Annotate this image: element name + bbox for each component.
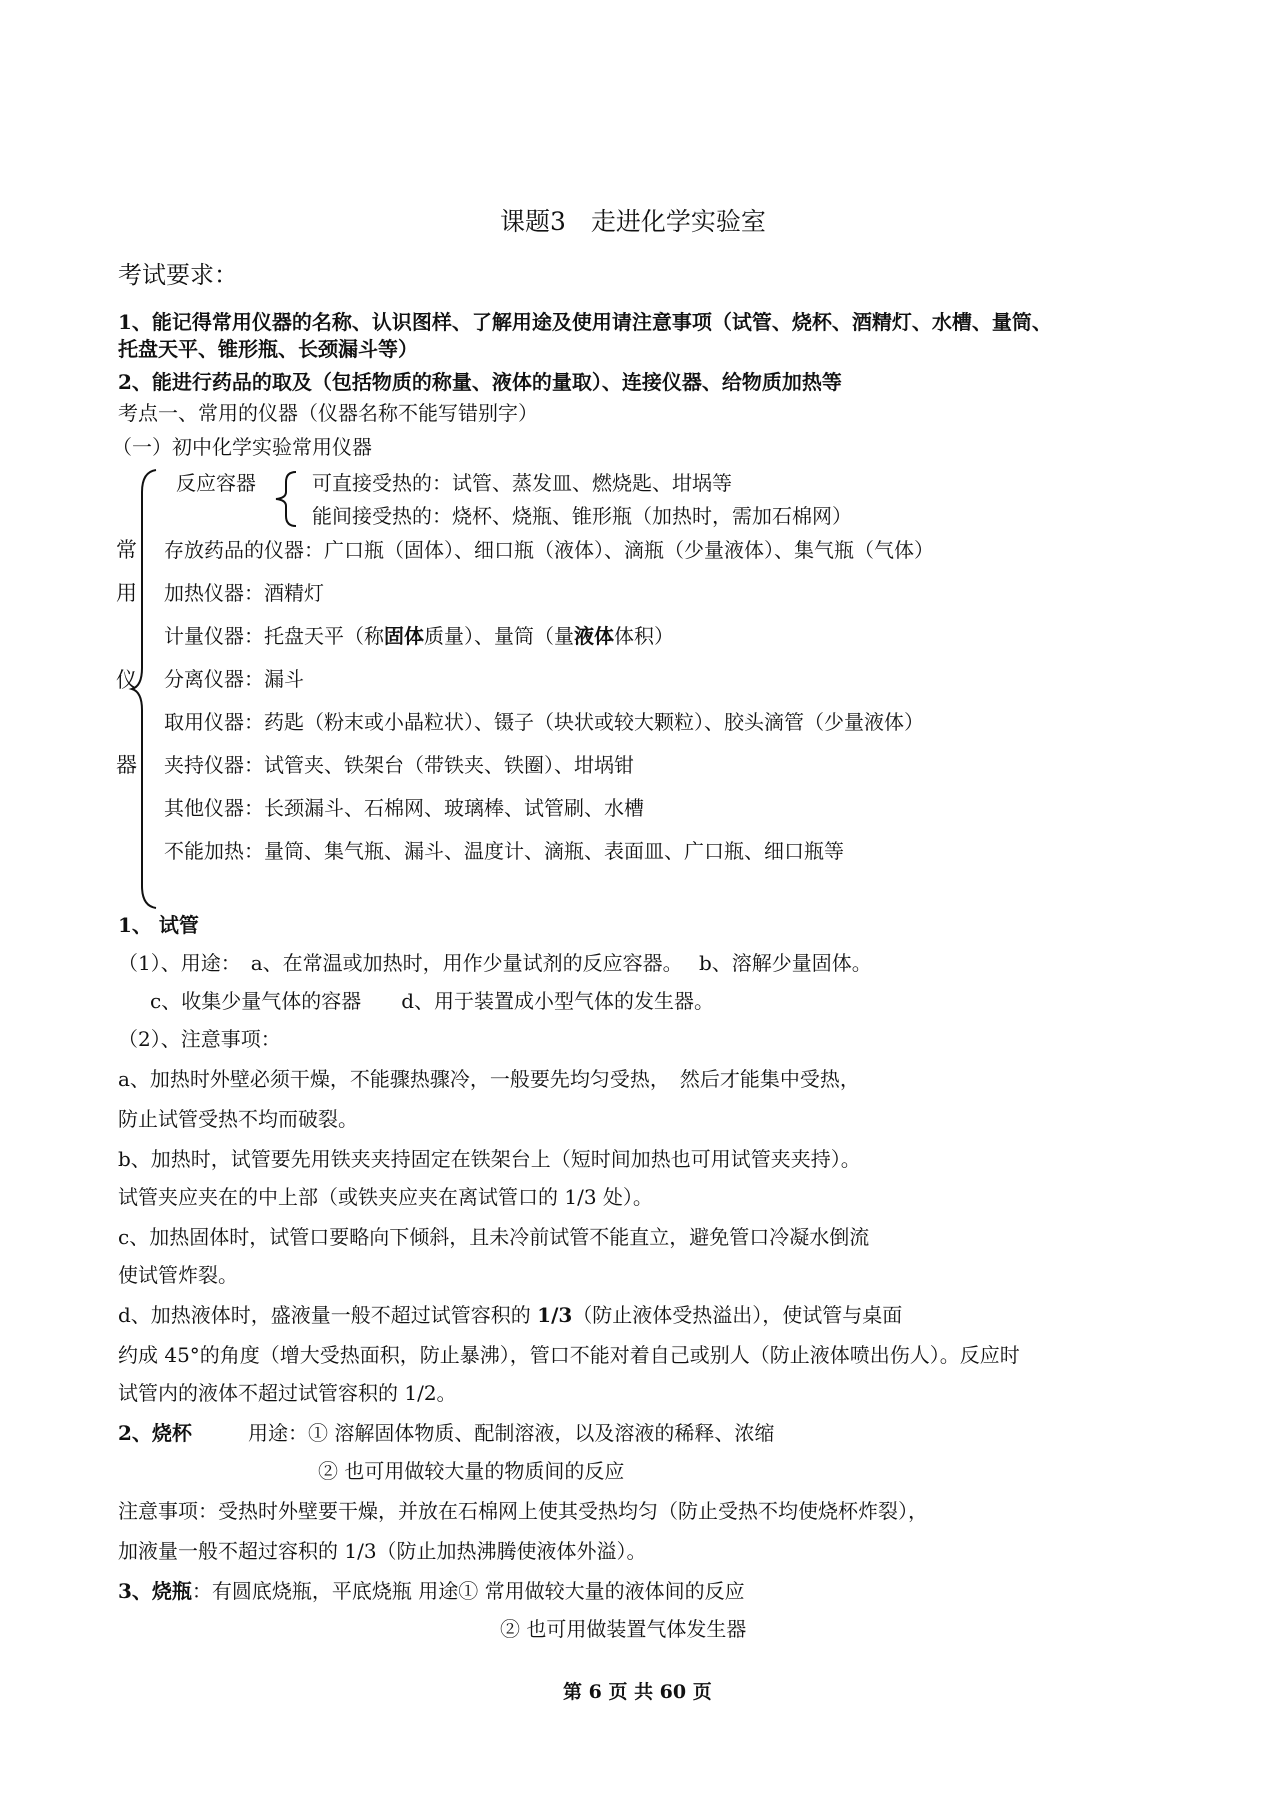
storage-instruments: 存放药品的仪器：广口瓶（固体）、细口瓶（液体）、滴瓶（少量液体）、集气瓶（气体） xyxy=(164,538,934,562)
note-b-line-1: b、加热时，试管要先用铁夹夹持固定在铁架台上（短时间加热也可用试管夹夹持）。 xyxy=(118,1147,861,1171)
note-d-line-3: 试管内的液体不超过试管容积的 1/2。 xyxy=(118,1381,457,1405)
flask-use-1: ：有圆底烧瓶，平底烧瓶 用途① 常用做较大量的液体间的反应 xyxy=(191,1579,745,1603)
measuring-emphasis-liquid: 液体 xyxy=(574,624,614,648)
test-tube-use-line-1: （1）、用途： a、在常温或加热时，用作少量试剂的反应容器。 b、溶解少量固体。 xyxy=(118,951,872,975)
section-1-heading: （一）初中化学实验常用仪器 xyxy=(112,435,372,459)
reaction-container-label: 反应容器 xyxy=(176,471,256,495)
note-d-text-2: （防止液体受热溢出），使试管与桌面 xyxy=(572,1303,903,1327)
side-char-2: 用 xyxy=(116,581,137,605)
note-b-line-2: 试管夹应夹在的中上部（或铁夹应夹在离试管口的 1/3 处）。 xyxy=(118,1185,653,1209)
note-c-line-2: 使试管炸裂。 xyxy=(118,1263,238,1287)
taking-instruments: 取用仪器：药匙（粉末或小晶粒状）、镊子（块状或较大颗粒）、胶头滴管（少量液体） xyxy=(164,710,924,734)
note-a-line-1: a、加热时外壁必须干燥，不能骤热骤冷，一般要先均匀受热， 然后才能集中受热， xyxy=(118,1067,860,1091)
note-d-line-1 xyxy=(118,1302,902,1328)
separation-instruments: 分离仪器：漏斗 xyxy=(164,667,304,691)
note-c-line-1: c、加热固体时，试管口要略向下倾斜，且未冷前试管不能直立，避免管口冷凝水倒流 xyxy=(118,1225,870,1249)
page-number-footer: 第 6 页 共 60 页 xyxy=(563,1681,712,1703)
measuring-text-3: 体积） xyxy=(614,624,674,648)
measuring-emphasis-solid: 固体 xyxy=(384,624,424,648)
side-char-3: 仪 xyxy=(116,668,137,692)
reaction-indirect-heating: 能间接受热的：烧杯、烧瓶、锥形瓶（加热时，需加石棉网） xyxy=(312,504,852,528)
measuring-text-1: 计量仪器：托盘天平（称 xyxy=(164,624,384,648)
side-char-4: 器 xyxy=(116,753,137,777)
test-tube-use-line-2: c、收集少量气体的容器 d、用于装置成小型气体的发生器。 xyxy=(150,989,715,1013)
heating-instruments: 加热仪器：酒精灯 xyxy=(164,581,324,605)
test-tube-heading: 1、 试管 xyxy=(118,913,199,937)
note-d-text-1: d、加热液体时，盛液量一般不超过试管容积的 xyxy=(118,1303,538,1327)
note-d-line-2: 约成 45°的角度（增大受热面积，防止暴沸），管口不能对着自己或别人（防止液体喷出伤人）。反应时 xyxy=(118,1343,1020,1367)
note-a-line-2: 防止试管受热不均而破裂。 xyxy=(118,1107,358,1131)
beaker-notes-line-1: 注意事项：受热时外壁要干燥，并放在石棉网上使其受热均匀（防止受热不均使烧杯炸裂）， xyxy=(118,1499,928,1523)
requirement-2: 2、能进行药品的取及（包括物质的称量、液体的量取）、连接仪器、给物质加热等 xyxy=(118,370,842,394)
kaodian-1-heading: 考点一、常用的仪器（仪器名称不能写错别字） xyxy=(118,401,538,425)
side-char-1: 常 xyxy=(116,538,137,562)
beaker-use-line-1: 用途：① 溶解固体物质、配制溶液，以及溶液的稀释、浓缩 xyxy=(248,1421,775,1445)
beaker-heading: 2、烧杯 xyxy=(118,1421,192,1445)
reaction-container-brace xyxy=(272,470,300,528)
flask-use-2: ② 也可用做装置气体发生器 xyxy=(500,1617,747,1641)
requirement-1-line-2: 托盘天平、锥形瓶、长颈漏斗等） xyxy=(118,337,418,361)
measuring-instruments xyxy=(164,623,674,649)
note-d-fraction: 1/3 xyxy=(537,1303,573,1327)
beaker-use-line-2: ② 也可用做较大量的物质间的反应 xyxy=(318,1459,625,1483)
clamping-instruments: 夹持仪器：试管夹、铁架台（带铁夹、铁圈）、坩埚钳 xyxy=(164,753,634,777)
exam-requirements-heading: 考试要求： xyxy=(118,261,238,289)
requirement-1-line-1: 1、能记得常用仪器的名称、认识图样、了解用途及使用请注意事项（试管、烧杯、酒精灯、水槽、量筒、 xyxy=(118,310,1052,334)
flask-heading: 3、烧瓶 xyxy=(118,1579,192,1603)
beaker-notes-line-2: 加液量一般不超过容积的 1/3（防止加热沸腾使液体外溢）。 xyxy=(118,1539,647,1563)
test-tube-notes-heading: （2）、注意事项： xyxy=(118,1027,281,1051)
flask-line-1 xyxy=(118,1578,745,1604)
non-heatable-instruments: 不能加热：量筒、集气瓶、漏斗、温度计、滴瓶、表面皿、广口瓶、细口瓶等 xyxy=(164,839,844,863)
measuring-text-2: 质量）、量筒（量 xyxy=(424,624,574,648)
other-instruments: 其他仪器：长颈漏斗、石棉网、玻璃棒、试管刷、水槽 xyxy=(164,796,644,820)
page-title: 课题3 走进化学实验室 xyxy=(500,207,766,236)
reaction-direct-heating: 可直接受热的：试管、蒸发皿、燃烧匙、坩埚等 xyxy=(312,471,732,495)
